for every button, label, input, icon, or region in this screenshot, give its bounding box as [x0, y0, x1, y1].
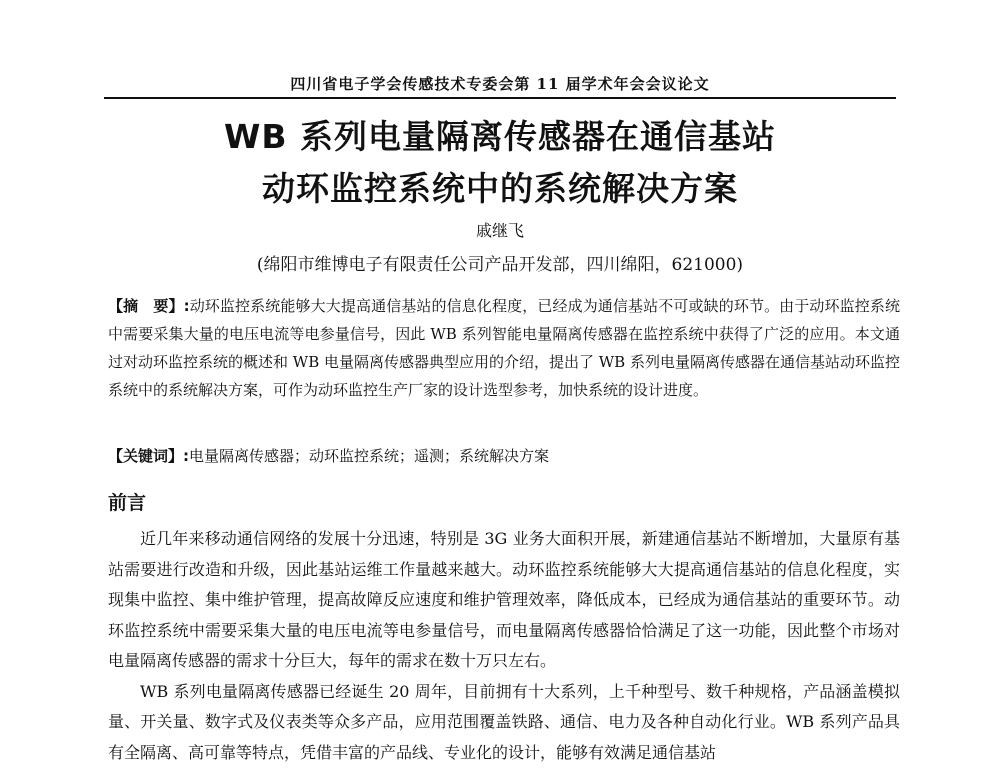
author-affiliation: (绵阳市维博电子有限责任公司产品开发部，四川绵阳，621000) — [0, 250, 1000, 275]
author-name: 戚继飞 — [0, 218, 1000, 241]
abstract-text: 动环监控系统能够大大提高通信基站的信息化程度，已经成为通信基站不可或缺的环节。由于动环监控系统中需要采集大量的电压电流等电参量信号，因此 WB 系列智能电量隔离传感器在监控系统中获得了广泛的应用。本文通过对动环监控系统的概述和 WB 电量隔离传感器典型应用的介绍，提出了 WB 系列电量隔离传感器在通信基站动环监控系统中的系统解决方案，可作为动环监控生产厂家的设计选型参考，加快系统的设计进度。 — [108, 297, 900, 399]
running-header: 四川省电子学会传感技术专委会第 11 届学术年会会议论文 — [104, 73, 896, 94]
abstract-label: 【摘 要】: — [108, 297, 190, 315]
keywords-text: 电量隔离传感器；动环监控系统；遥测；系统解决方案 — [189, 447, 549, 465]
section-heading-preface: 前言 — [108, 488, 146, 515]
title-line-2: 动环监控系统中的系统解决方案 — [60, 163, 940, 210]
keywords — [108, 442, 900, 470]
keywords-label: 【关键词】: — [108, 447, 189, 465]
title-line-1: WB 系列电量隔离传感器在通信基站 — [60, 111, 940, 158]
header-rule — [104, 97, 896, 99]
body-paragraph: WB 系列电量隔离传感器已经诞生 20 周年，目前拥有十大系列，上千种型号、数千种规格，产品涵盖模拟量、开关量、数字式及仪表类等众多产品，应用范围覆盖铁路、通信、电力及各种自动化行业。WB 系列产品具有全隔离、高可靠等特点，凭借丰富的产品线、专业化的设计，能够有效满足通信基站 — [108, 677, 900, 768]
body-paragraph: 近几年来移动通信网络的发展十分迅速，特别是 3G 业务大面积开展，新建通信基站不断增加，大量原有基站需要进行改造和升级，因此基站运维工作量越来越大。动环监控系统能够大大提高通信基站的信息化程度，实现集中监控、集中维护管理，提高故障反应速度和维护管理效率，降低成本，已经成为通信基站的重要环节。动环监控系统中需要采集大量的电压电流等电参量信号，而电量隔离传感器恰恰满足了这一功能，因此整个市场对电量隔离传感器的需求十分巨大，每年的需求在数十万只左右。 — [108, 524, 900, 677]
abstract — [108, 292, 900, 404]
body-text — [108, 524, 900, 768]
